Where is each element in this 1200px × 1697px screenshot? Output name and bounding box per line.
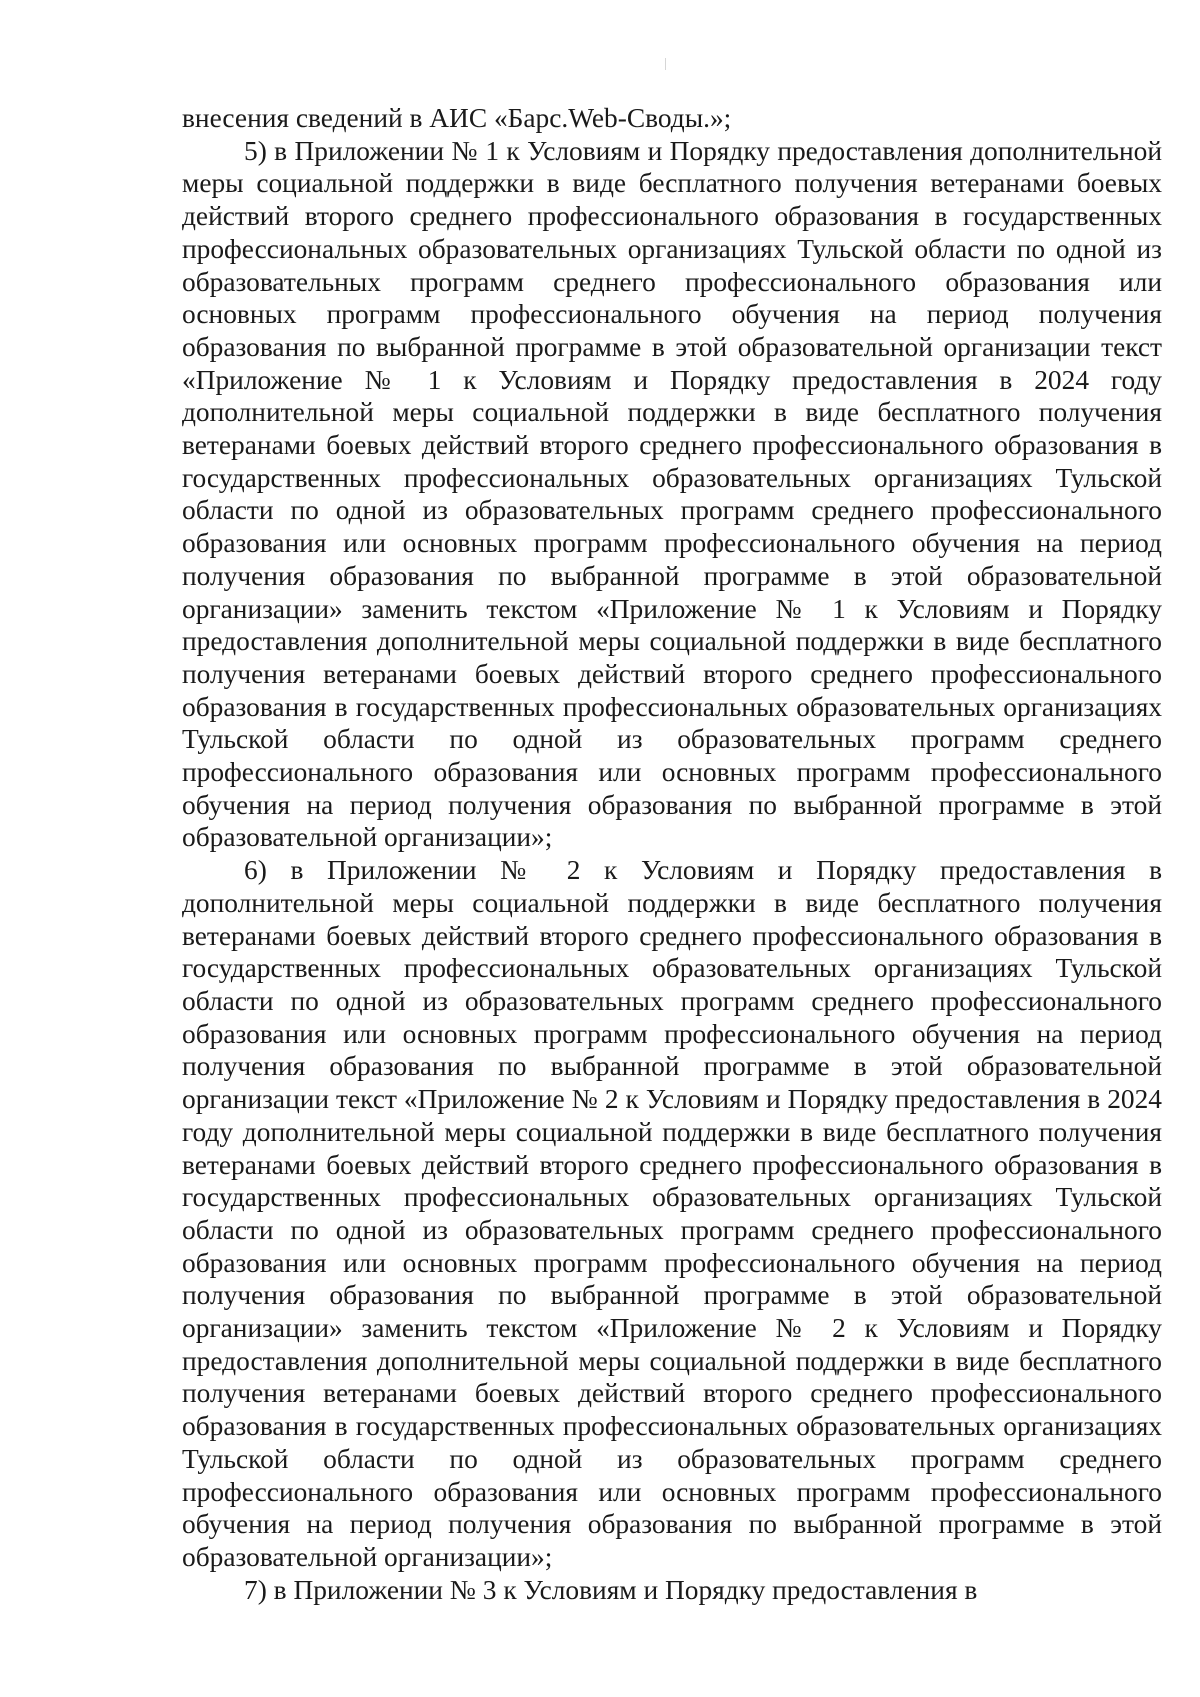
document-body — [182, 102, 1162, 1606]
paragraph-item-7: 7) в Приложении № 3 к Условиям и Порядку предоставления в — [244, 1574, 978, 1605]
paragraph-item-5: 5) в Приложении № 1 к Условиям и Порядку предоставления дополнительной меры социальной поддержки в виде бесплатного получения ветеранами боевых действий второго среднего профессионального образования в государственных профессиональных образовательных организациях Тульской области по одной из образовательных программ среднего профессионального образования или основных программ профессионального обучения на период получения образования по выбранной программе в этой образовательной организации текст «Приложение № 1 к Условиям и Порядку предоставления в 2024 году дополнительной меры социальной поддержки в виде бесплатного получения ветеранами боевых действий второго среднего профессионального образования в государственных профессиональных образовательных организациях Тульской области по одной из образовательных программ среднего профессионального образования или основных программ профессионального обучения на период получения образования по выбранной программе в этой образовательной организации» заменить текстом «Приложение № 1 к Условиям и Порядку предоставления дополнительной меры социальной поддержки в виде бесплатного получения ветеранами боевых действий второго среднего профессионального образования в государственных профессиональных образовательных организациях Тульской области по одной из образовательных программ среднего профессионального образования или основных программ профессионального обучения на период получения образования по выбранной программе в этой образовательной организации»; — [182, 135, 1162, 853]
scan-artifact — [665, 58, 666, 70]
paragraph-continuation: внесения сведений в АИС «Барс.Web-Своды.»; — [182, 103, 732, 133]
paragraph-item-6: 6) в Приложении № 2 к Условиям и Порядку предоставления в дополнительной меры социальной поддержки в виде бесплатного получения ветеранами боевых действий второго среднего профессионального образования в государственных профессиональных образовательных организациях Тульской области по одной из образовательных программ среднего профессионального образования или основных программ профессионального обучения на период получения образования по выбранной программе в этой образовательной организации текст «Приложение № 2 к Условиям и Порядку предоставления в 2024 году дополнительной меры социальной поддержки в виде бесплатного получения ветеранами боевых действий второго среднего профессионального образования в государственных профессиональных образовательных организациях Тульской области по одной из образовательных программ среднего профессионального образования или основных программ профессионального обучения на период получения образования по выбранной программе в этой образовательной организации» заменить текстом «Приложение № 2 к Условиям и Порядку предоставления дополнительной меры социальной поддержки в виде бесплатного получения ветеранами боевых действий второго среднего профессионального образования в государственных профессиональных образовательных организациях Тульской области по одной из образовательных программ среднего профессионального образования или основных программ профессионального обучения на период получения образования по выбранной программе в этой образовательной организации»; — [182, 855, 1162, 1572]
